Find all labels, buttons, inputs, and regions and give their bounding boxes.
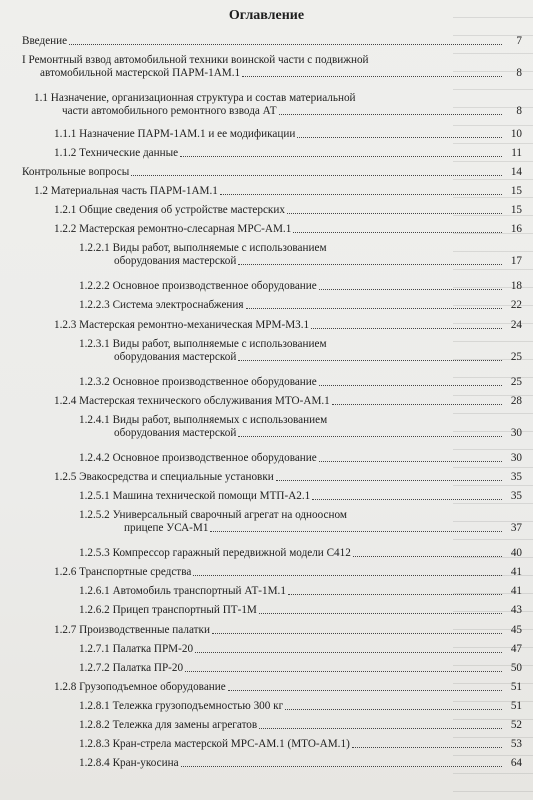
leader-dots xyxy=(332,404,502,405)
leader-dots xyxy=(353,556,502,557)
toc-entry-text: 1.1.1 Назначение ПАРМ-1АМ.1 и ее модификации xyxy=(54,128,296,140)
toc-entry xyxy=(22,92,522,118)
toc-entry-page: 35 xyxy=(510,490,522,502)
leader-dots xyxy=(279,114,502,115)
toc-entry xyxy=(22,166,522,179)
toc-entry xyxy=(22,662,522,675)
toc-entry-text: 1.2.6.2 Прицеп транспортный ПТ-1М xyxy=(79,604,257,616)
toc-entry-text-line2: оборудования мастерской xyxy=(114,255,237,267)
leader-dots xyxy=(319,461,502,462)
toc-entry-text: 1.2.8.1 Тележка грузоподъемностью 300 кг xyxy=(79,700,284,712)
toc-entry-page: 8 xyxy=(516,105,522,117)
toc-entry xyxy=(22,700,522,713)
toc-entry-page: 7 xyxy=(516,35,522,47)
leader-dots xyxy=(319,385,502,386)
toc-entry xyxy=(22,204,522,217)
leader-dots xyxy=(212,633,502,634)
toc-entry xyxy=(22,319,522,332)
toc-entry-page: 51 xyxy=(510,700,522,712)
leader-dots xyxy=(238,436,502,437)
toc-entry xyxy=(22,54,522,80)
toc-entry-text: 1.2.4 Мастерская технического обслуживания МТО-АМ.1 xyxy=(54,395,330,407)
toc-entry-page: 30 xyxy=(510,427,522,439)
toc-entry-page: 15 xyxy=(510,185,522,197)
toc-entry xyxy=(22,338,522,364)
toc-entry-page: 35 xyxy=(510,471,522,483)
toc-entry-text: 1.2.7.1 Палатка ПРМ-20 xyxy=(79,643,194,655)
toc-entry-page: 10 xyxy=(510,128,522,140)
toc-entry-page: 40 xyxy=(510,547,522,559)
toc-entry-page: 15 xyxy=(510,204,522,216)
toc-entry-text: 1.2.8.2 Тележка для замены агрегатов xyxy=(79,719,258,731)
toc-entry xyxy=(22,414,522,440)
toc-entry-text-line1: I Ремонтный взвод автомобильной техники воинской части с подвижной xyxy=(22,54,369,66)
toc-entry-page: 14 xyxy=(510,166,522,178)
toc-entry-text: Введение xyxy=(22,35,68,47)
toc-entry xyxy=(22,643,522,656)
toc-entry-text: 1.2.5 Эвакосредства и специальные установки xyxy=(54,471,274,483)
toc-entry-text-line1: 1.2.5.2 Универсальный сварочный агрегат на одноосном xyxy=(79,509,347,521)
toc-entry-page: 52 xyxy=(510,719,522,731)
toc-entry xyxy=(22,624,522,637)
toc-entry xyxy=(22,242,522,268)
toc-entry-text: 1.2.3 Мастерская ремонтно-механическая МРМ-МЗ.1 xyxy=(54,319,310,331)
leader-dots xyxy=(246,308,502,309)
toc-entry-text: 1.2.2.3 Система электроснабжения xyxy=(79,299,244,311)
leader-dots xyxy=(319,289,502,290)
toc-entry xyxy=(22,585,522,598)
toc-entry-text: 1.2.8 Грузоподъемное оборудование xyxy=(54,681,226,693)
toc-entry-page: 64 xyxy=(510,757,522,769)
toc-entry-page: 47 xyxy=(510,643,522,655)
leader-dots xyxy=(210,531,502,532)
leader-dots xyxy=(193,575,502,576)
toc-entry-page: 51 xyxy=(510,681,522,693)
toc-entry-page: 24 xyxy=(510,319,522,331)
leader-dots xyxy=(220,194,502,195)
toc-entry xyxy=(22,757,522,770)
leader-dots xyxy=(259,728,502,729)
toc-entry xyxy=(22,471,522,484)
leader-dots xyxy=(276,480,502,481)
toc-entry-text-line2: оборудования мастерской xyxy=(114,351,237,363)
leader-dots xyxy=(69,44,502,45)
toc-entry-text: 1.2.8.3 Кран-стрела мастерской МРС-АМ.1 (МТО-АМ.1) xyxy=(79,738,350,750)
toc-entry-page: 22 xyxy=(510,299,522,311)
leader-dots xyxy=(285,709,502,710)
toc-entry-text: 1.2.3.2 Основное производственное оборудование xyxy=(79,376,317,388)
toc-entry xyxy=(22,681,522,694)
toc-entry-text: 1.1.2 Технические данные xyxy=(54,147,179,159)
toc-entry-text: 1.2.6.1 Автомобиль транспортный АТ-1М.1 xyxy=(79,585,286,597)
toc-entry xyxy=(22,147,522,160)
toc-entry-page: 45 xyxy=(510,624,522,636)
toc-entry xyxy=(22,280,522,293)
toc-entry-page: 11 xyxy=(511,147,522,159)
toc-entry-page: 50 xyxy=(510,662,522,674)
toc-entry-text: 1.2.5.3 Компрессор гаражный передвижной модели С412 xyxy=(79,547,351,559)
toc-entry-text: 1.2.6 Транспортные средства xyxy=(54,566,192,578)
toc-entry-page: 43 xyxy=(510,604,522,616)
toc-entry-text: 1.2.4.2 Основное производственное оборудование xyxy=(79,452,317,464)
page-title: Оглавление xyxy=(228,8,305,23)
toc-entry-page: 30 xyxy=(510,452,522,464)
toc-entry-text: 1.2.2 Мастерская ремонтно-слесарная МРС-АМ.1 xyxy=(54,223,292,235)
leader-dots xyxy=(293,232,502,233)
toc-entry-text: Контрольные вопросы xyxy=(22,166,130,178)
toc-entry-text-line1: 1.2.4.1 Виды работ, выполняемых с использованием xyxy=(79,414,328,426)
toc-entry-text: 1.2.5.1 Машина технической помощи МТП-А2.1 xyxy=(79,490,311,502)
toc-entry-text-line2: оборудования мастерской xyxy=(114,427,237,439)
leader-dots xyxy=(238,360,502,361)
toc-entry-text: 1.2.8.4 Кран-укосина xyxy=(79,757,179,769)
leader-dots xyxy=(259,613,502,614)
toc-entry-text: 1.2.1 Общие сведения об устройстве мастерских xyxy=(54,204,285,216)
toc-entry-text: 1.2.7.2 Палатка ПР-20 xyxy=(79,662,184,674)
leader-dots xyxy=(297,137,502,138)
toc-entry-text: 1.2.7 Производственные палатки xyxy=(54,624,210,636)
toc-entry xyxy=(22,128,522,141)
toc-entry xyxy=(22,509,522,535)
leader-dots xyxy=(352,747,502,748)
toc-entry-page: 25 xyxy=(510,351,522,363)
toc-entry-page: 41 xyxy=(510,585,522,597)
leader-dots xyxy=(131,175,502,176)
toc-entry-text: 1.2 Материальная часть ПАРМ-1АМ.1 xyxy=(34,185,218,197)
toc-entry-text-line1: 1.1 Назначение, организационная структура и состав материальной xyxy=(34,92,356,104)
leader-dots xyxy=(228,690,502,691)
leader-dots xyxy=(288,594,502,595)
toc-entry xyxy=(22,376,522,389)
toc-entry xyxy=(22,223,522,236)
toc-entry-page: 37 xyxy=(510,522,522,534)
toc-entry xyxy=(22,547,522,560)
toc-entry xyxy=(22,395,522,408)
toc-entry xyxy=(22,185,522,198)
toc-entry-page: 16 xyxy=(510,223,522,235)
toc-entry-text-line2: части автомобильного ремонтного взвода АТ xyxy=(62,105,277,117)
toc-entry xyxy=(22,566,522,579)
toc-entry-page: 18 xyxy=(510,280,522,292)
leader-dots xyxy=(287,213,502,214)
toc-entry-page: 41 xyxy=(510,566,522,578)
toc-entry-text-line2: прицепе УСА-М1 xyxy=(124,522,209,534)
toc-entry-page: 17 xyxy=(510,255,522,267)
toc-entry xyxy=(22,490,522,503)
toc-entry-text-line1: 1.2.2.1 Виды работ, выполняемые с использованием xyxy=(79,242,327,254)
leader-dots xyxy=(242,76,502,77)
toc-entry-text: 1.2.2.2 Основное производственное оборудование xyxy=(79,280,317,292)
leader-dots xyxy=(181,766,502,767)
toc-entry-page: 28 xyxy=(510,395,522,407)
toc-entry-page: 8 xyxy=(516,67,522,79)
leader-dots xyxy=(312,499,502,500)
leader-dots xyxy=(185,671,502,672)
toc-entry xyxy=(22,719,522,732)
leader-dots xyxy=(238,264,502,265)
toc-entry-text-line2: автомобильной мастерской ПАРМ-1АМ.1 xyxy=(40,67,241,79)
toc-entry xyxy=(22,299,522,312)
toc-entry xyxy=(22,35,522,48)
toc-entry xyxy=(22,604,522,617)
toc-entry xyxy=(22,738,522,751)
toc-entry-page: 25 xyxy=(510,376,522,388)
leader-dots xyxy=(311,328,502,329)
toc-entry-page: 53 xyxy=(510,738,522,750)
toc-entry xyxy=(22,452,522,465)
toc-entry-text-line1: 1.2.3.1 Виды работ, выполняемые с использованием xyxy=(79,338,327,350)
leader-dots xyxy=(180,156,502,157)
leader-dots xyxy=(195,652,502,653)
